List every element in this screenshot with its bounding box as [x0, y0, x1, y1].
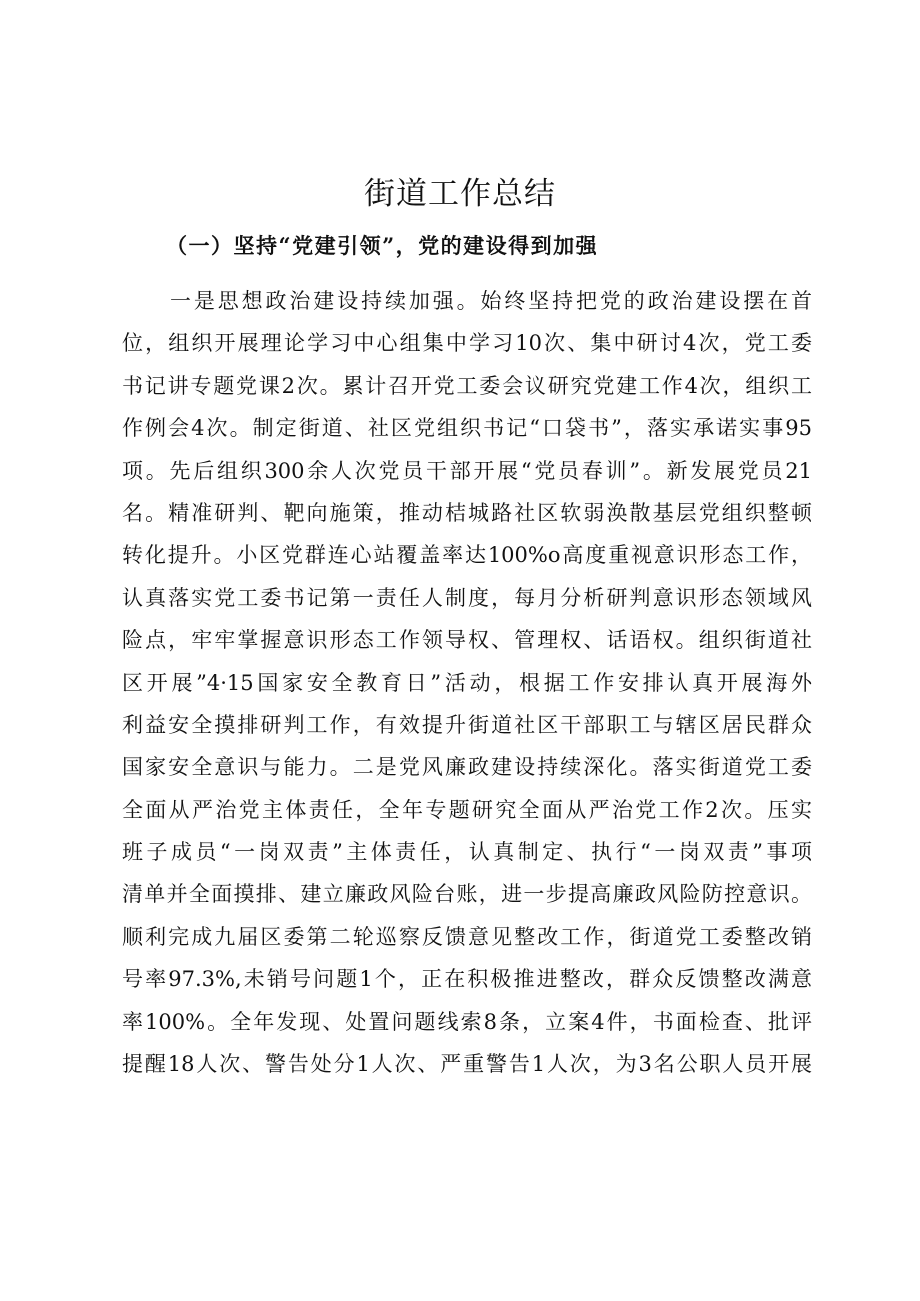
body-line: 名。精准研判、靶向施策，推动桔城路社区软弱涣散基层党组织整顿: [122, 500, 812, 525]
body-line: 全面从严治党主体责任，全年专题研究全面从严治党工作2次。压实: [122, 797, 812, 822]
body-line: 班子成员“一岗双责”主体责任，认真制定、执行“一岗双责”事项: [122, 840, 812, 865]
body-line: 率100%。全年发现、处置问题线索8条，立案4件，书面检查、批评: [122, 1009, 812, 1034]
body-line: 险点，牢牢掌握意识形态工作领导权、管理权、话语权。组织街道社: [122, 628, 812, 653]
body-line: 提醒18人次、警告处分1人次、严重警告1人次，为3名公职人员开展: [122, 1052, 812, 1077]
body-line: 顺利完成九届区委第二轮巡察反馈意见整改工作，街道党工委整改销: [122, 924, 812, 949]
body-line: 认真落实党工委书记第一责任人制度，每月分析研判意识形态领域风: [122, 585, 812, 610]
body-line: 国家安全意识与能力。二是党风廉政建设持续深化。落实街道党工委: [122, 755, 812, 780]
body-line: 利益安全摸排研判工作，有效提升街道社区干部职工与辖区居民群众: [122, 712, 812, 737]
body-line: 区开展”4·15国家安全教育日”活动，根据工作安排认真开展海外: [122, 670, 812, 695]
body-line: 清单并全面摸排、建立廉政风险台账，进一步提高廉政风险防控意识。: [122, 882, 812, 907]
body-line: 作例会4次。制定街道、社区党组织书记“口袋书”，落实承诺实事95: [122, 416, 812, 441]
body-paragraph: [122, 280, 812, 1085]
body-line: 号率97.3%,未销号问题1个，正在积极推进整改，群众反馈整改满意: [122, 967, 812, 992]
body-line: 转化提升。小区党群连心站覆盖率达100%o高度重视意识形态工作，: [122, 543, 812, 568]
document-title: 街道工作总结: [364, 176, 556, 212]
body-line: 项。先后组织300余人次党员干部开展“党员春训”。新发展党员21: [122, 458, 812, 483]
body-line: 一是思想政治建设持续加强。始终坚持把党的政治建设摆在首: [170, 289, 812, 313]
body-line: 位，组织开展理论学习中心组集中学习10次、集中研讨4次，党工委: [122, 331, 812, 356]
section-heading: （一）坚持“党建引领”，党的建设得到加强: [166, 233, 599, 258]
body-line: 书记讲专题党课2次。累计召开党工委会议研究党建工作4次，组织工: [122, 373, 812, 398]
